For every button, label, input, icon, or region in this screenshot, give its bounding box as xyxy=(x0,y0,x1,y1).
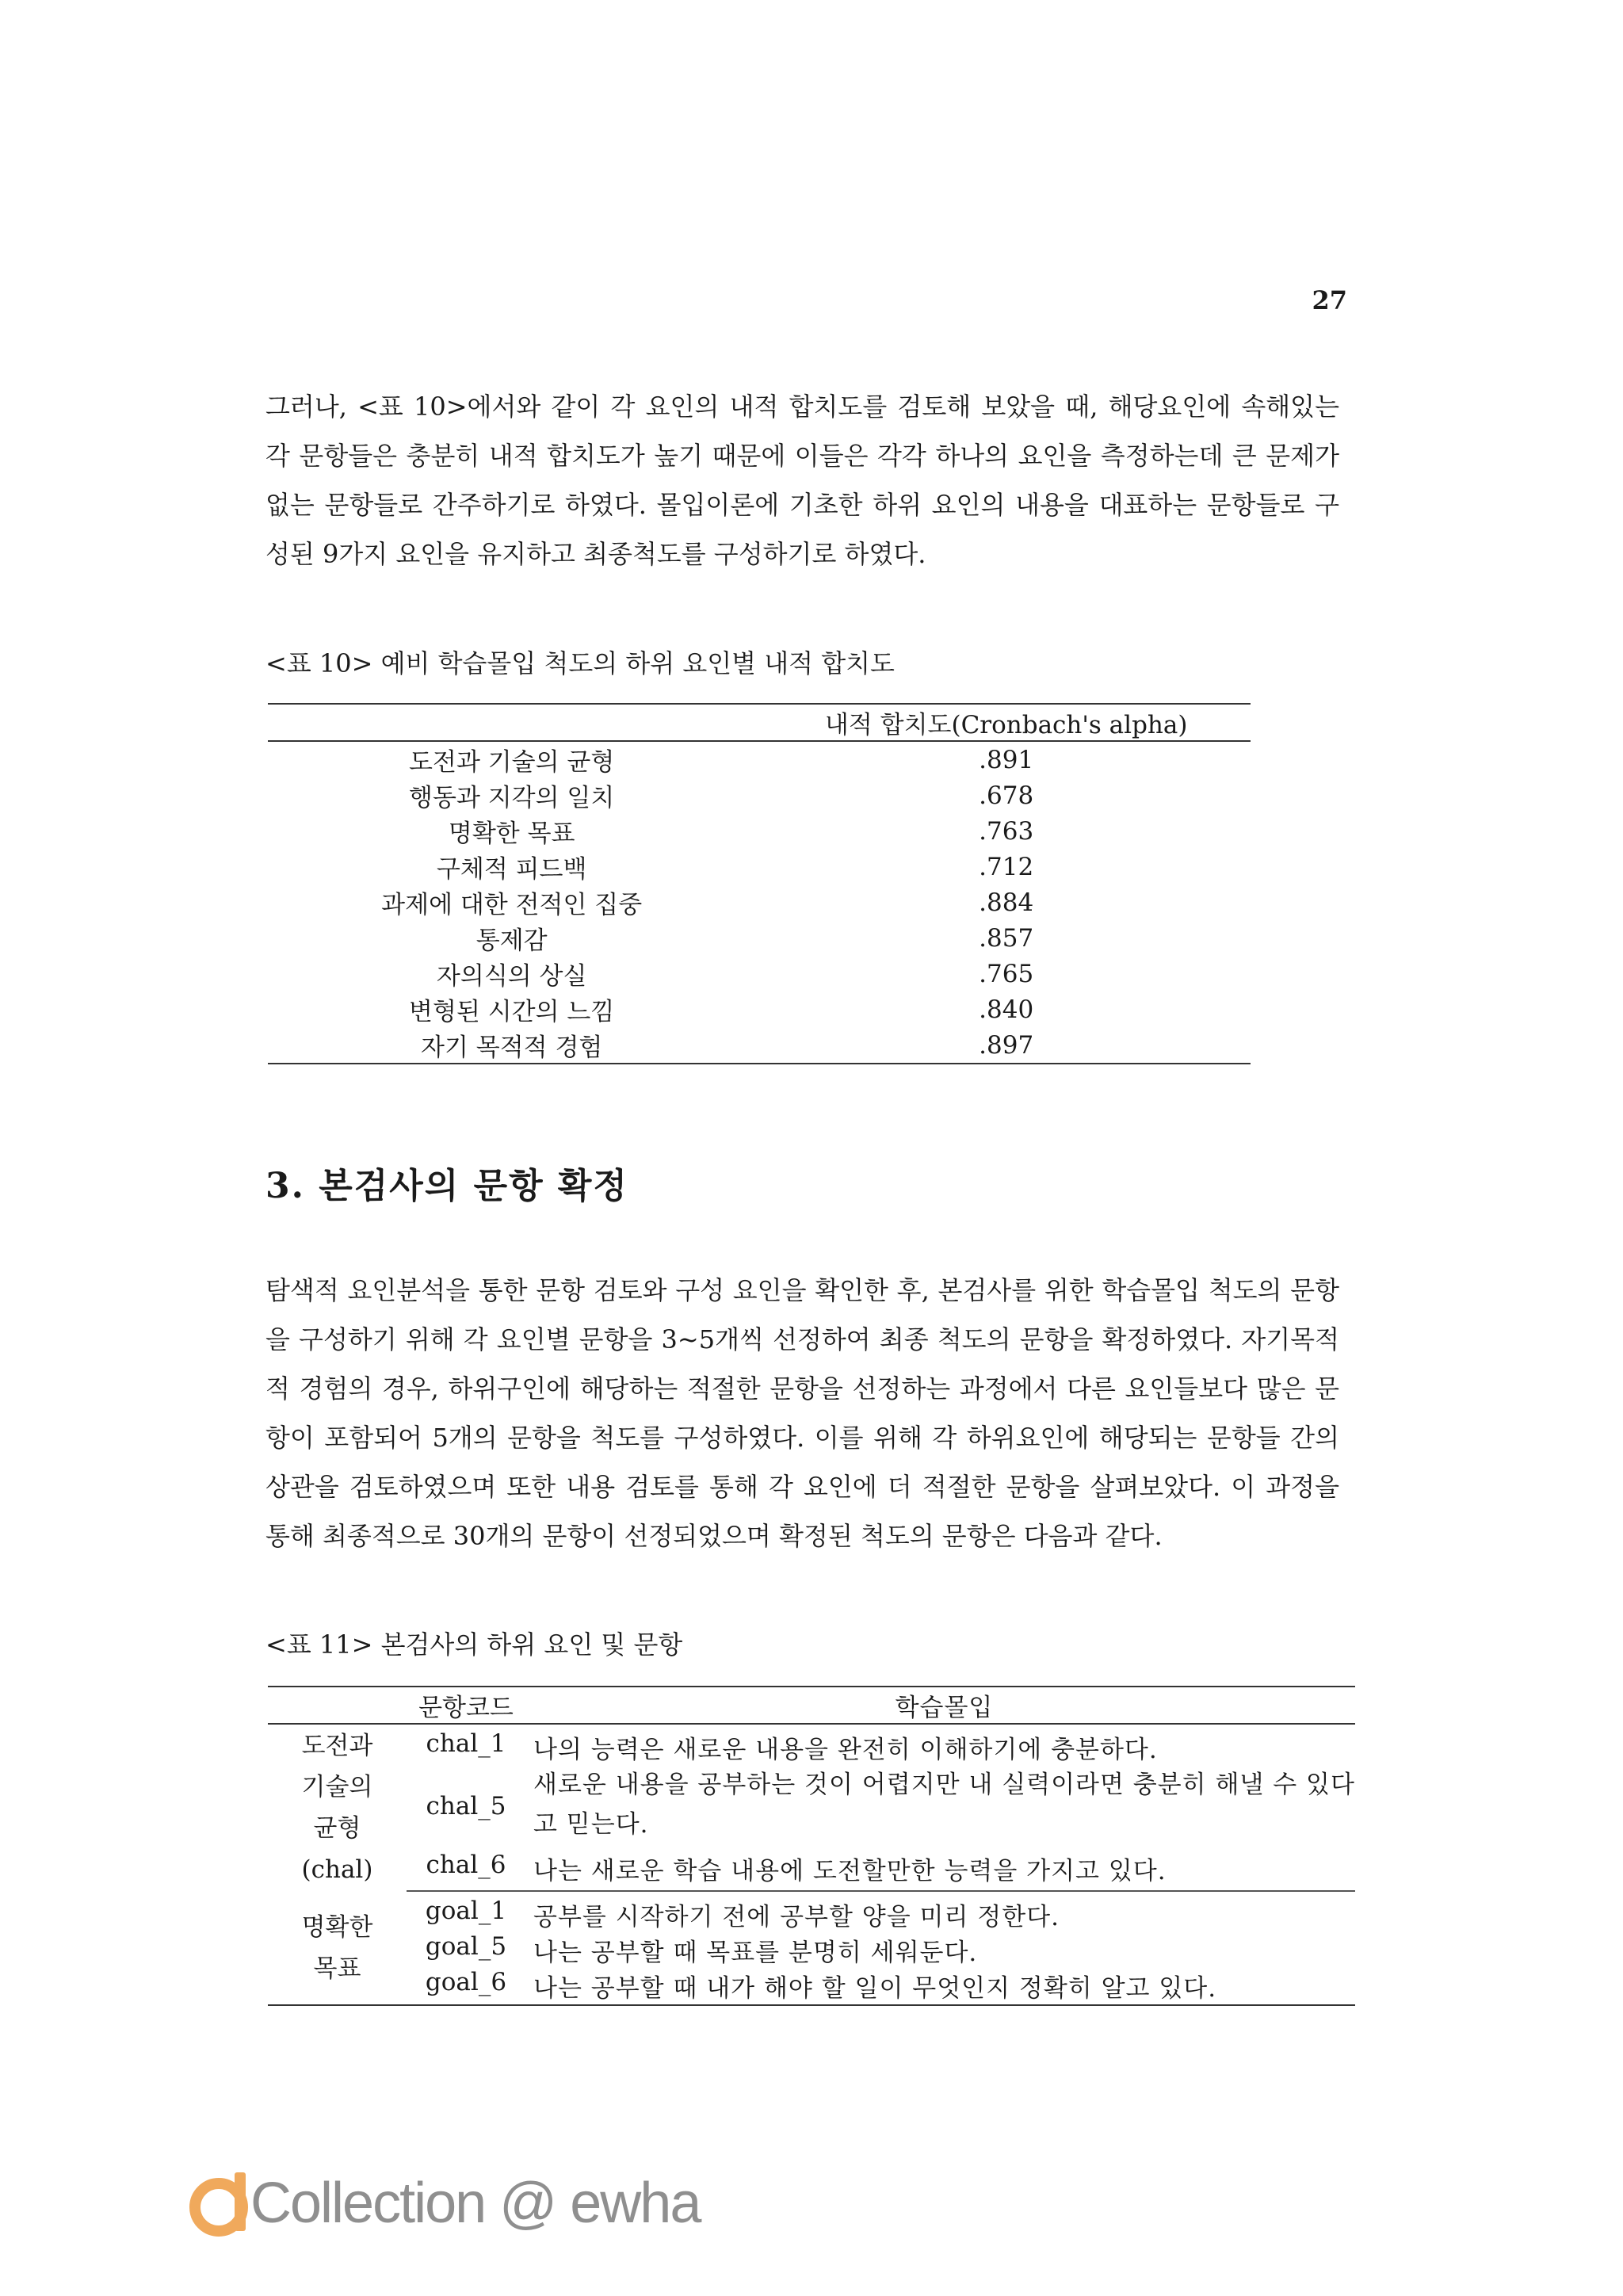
table-row xyxy=(268,1724,1355,1765)
factor-name: 과제에 대한 전적인 집중 xyxy=(381,891,643,919)
page-number: 27 xyxy=(1312,285,1347,315)
factor-name: 행동과 지각의 일치 xyxy=(409,784,615,812)
item-code: goal_5 xyxy=(425,1932,507,1961)
table-row xyxy=(268,1765,1355,1847)
factor-name: 자의식의 상실 xyxy=(436,962,587,991)
table-row xyxy=(268,1891,1355,1932)
factor-name: 구체적 피드백 xyxy=(436,855,587,884)
table-row xyxy=(268,1968,1355,2005)
header-items: 학습몰입 xyxy=(525,1687,1355,1724)
table-row xyxy=(268,991,1251,1027)
watermark xyxy=(184,2168,700,2239)
reliability-table xyxy=(268,703,1251,1064)
item-text: 나는 새로운 학습 내용에 도전할만한 능력을 가지고 있다. xyxy=(525,1847,1355,1891)
body-paragraph-1: 그러나, <표 10>에서와 같이 각 요인의 내적 합치도를 검토해 보았을 때, 해당요인에 속해있는 각 문항들은 충분히 내적 합치도가 높기 때문에 이들은 각각 하나의 요인을 측정하는데 큰 문제가 없는 문항들로 간주하기로 하였다. 몰입이론에 기초한 하위 요인의 내용을 대표하는 문항들로 구성된 9가지 요인을 유지하고 최종척도를 구성하기로 하였다. xyxy=(265,392,1339,569)
watermark-text: Collection @ ewha xyxy=(250,2172,701,2235)
item-text: 나는 공부할 때 내가 해야 할 일이 무엇인지 정확히 알고 있다. xyxy=(533,1974,1217,2003)
table-row xyxy=(268,813,1251,849)
table-row xyxy=(268,1932,1355,1968)
alpha-value: .765 xyxy=(979,959,1034,988)
item-text: 나의 능력은 새로운 내용을 완전히 이해하기에 충분하다. xyxy=(533,1736,1158,1764)
table-row xyxy=(268,849,1251,884)
table-header-row xyxy=(268,704,1251,741)
body-paragraph-2: 탐색적 요인분석을 통한 문항 검토와 구성 요인을 확인한 후, 본검사를 위한 학습몰입 척도의 문항을 구성하기 위해 각 요인별 문항을 3~5개씩 선정하여 최종 척도의 문항을 확정하였다. 자기목적적 경험의 경우, 하위구인에 해당하는 적절한 문항을 선정하는 과정에서 다른 요인들보다 많은 문항이 포함되어 5개의 문항을 척도를 구성하였다. 이를 위해 각 하위요인에 해당되는 문항들 간의 상관을 검토하였으며 또한 내용 검토를 통해 각 요인에 더 적절한 문항을 살펴보았다. 이 과정을 통해 최종적으로 30개의 문항이 선정되었으며 확정된 척도의 문항은 다음과 같다. xyxy=(265,1275,1339,1551)
factor-name: 도전과 기술의 균형 xyxy=(409,748,615,777)
header-factor xyxy=(268,704,755,741)
alpha-value: .840 xyxy=(979,995,1034,1024)
table-row xyxy=(268,777,1251,813)
section-heading: 3. 본검사의 문항 확정 xyxy=(265,1166,628,1206)
alpha-value: .857 xyxy=(979,923,1034,953)
alpha-value: .678 xyxy=(979,781,1034,810)
table-row xyxy=(268,956,1251,991)
table-row xyxy=(268,884,1251,920)
alpha-value: .712 xyxy=(979,852,1034,881)
item-code: goal_6 xyxy=(425,1968,507,1996)
dcollection-logo-icon xyxy=(184,2168,255,2239)
table-row xyxy=(268,1027,1251,1064)
factor-name: 변형된 시간의 느낌 xyxy=(409,998,615,1026)
factor-name: 자기 목적적 경험 xyxy=(421,1033,603,1062)
item-text: 새로운 내용을 공부하는 것이 어렵지만 내 실력이라면 충분히 해낼 수 있다고 믿는다. xyxy=(533,1771,1355,1839)
table-row xyxy=(268,1847,1355,1891)
item-code: chal_5 xyxy=(426,1792,506,1820)
alpha-value: .884 xyxy=(979,888,1034,917)
table-header-row xyxy=(268,1687,1355,1724)
header-alpha: 내적 합치도(Cronbach's alpha) xyxy=(755,704,1251,741)
group-label-goal: 명확한 목표 xyxy=(301,1912,373,1983)
alpha-value: .897 xyxy=(979,1030,1034,1060)
table-11-caption: <표 11> 본검사의 하위 요인 및 문항 xyxy=(265,1629,683,1660)
header-empty xyxy=(268,1687,407,1724)
table-row xyxy=(268,741,1251,777)
alpha-value: .891 xyxy=(979,745,1034,774)
item-text: 공부를 시작하기 전에 공부할 양을 미리 정한다. xyxy=(533,1903,1060,1931)
item-text: 나는 공부할 때 목표를 분명히 세워둔다. xyxy=(533,1939,978,1967)
header-code: 문항코드 xyxy=(407,1687,525,1724)
item-code: goal_1 xyxy=(425,1897,507,1925)
item-code: chal_1 xyxy=(426,1729,506,1758)
table-10-caption: <표 10> 예비 학습몰입 척도의 하위 요인별 내적 합치도 xyxy=(265,648,895,678)
table-row xyxy=(268,920,1251,956)
factor-name: 명확한 목표 xyxy=(448,819,575,848)
alpha-value: .763 xyxy=(979,816,1034,846)
items-table xyxy=(268,1686,1355,2006)
item-code: chal_6 xyxy=(407,1847,525,1891)
group-label-chal: 도전과 기술의 균형 (chal) xyxy=(301,1732,373,1884)
factor-name: 통제감 xyxy=(475,926,548,955)
